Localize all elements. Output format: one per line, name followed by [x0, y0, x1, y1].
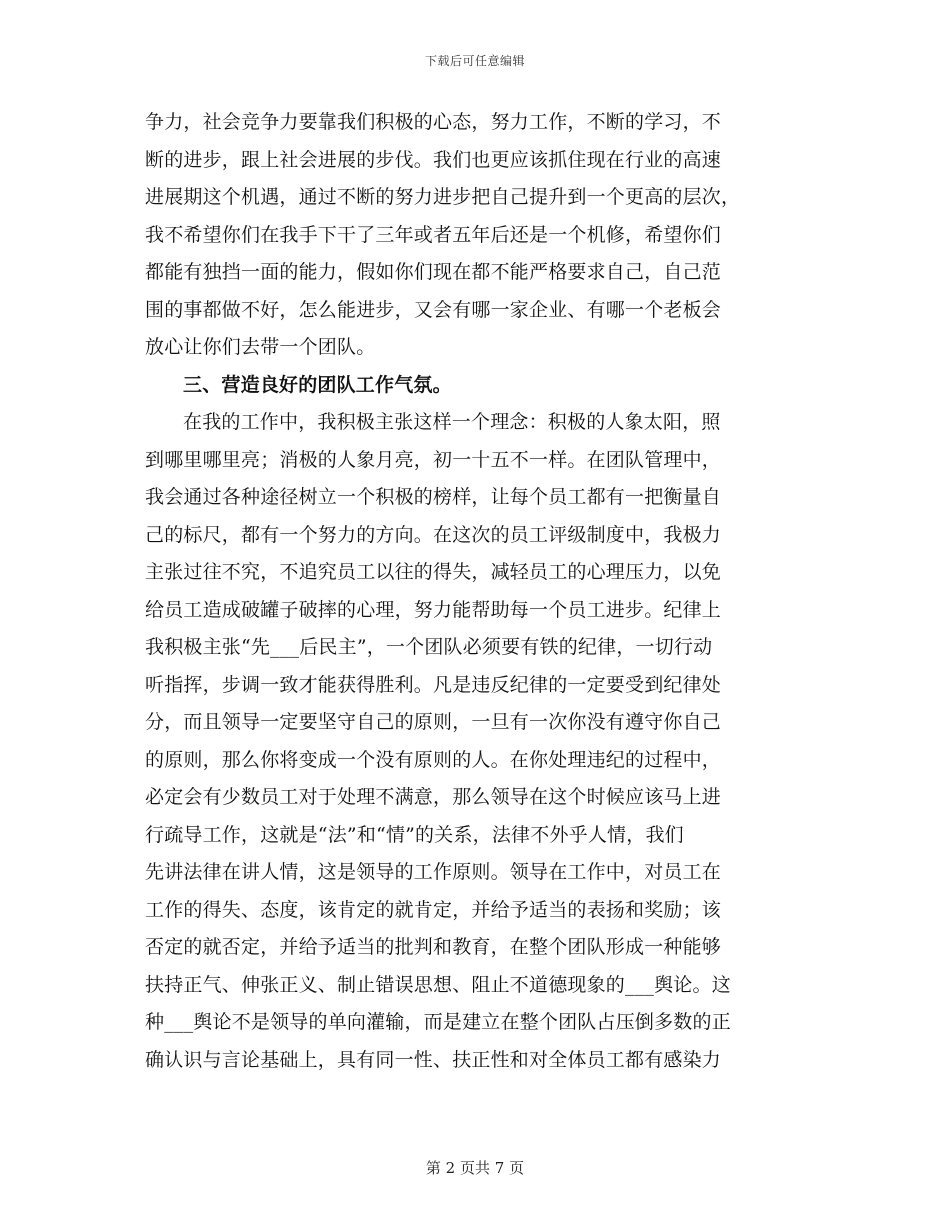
body-line-22: 工作的得失、态度，该肯定的就肯定，并给予适当的表扬和奖励；该 [145, 898, 722, 921]
body-line-17: 分，而且领导一定要坚守自己的原则，一旦有一次你没有遵守你自己 [145, 711, 722, 733]
body-line-14: 给员工造成破罐子破摔的心理，努力能帮助每一个员工进步。纪律上 [145, 598, 722, 621]
body-line-16: 听指挥，步调一致才能获得胜利。凡是违反纪律的一定要受到纪律处 [145, 673, 722, 696]
body-line-5: 都能有独挡一面的能力，假如你们现在都不能严格要求自己，自己范 [145, 261, 722, 283]
page-header: 下载后可任意编辑 [424, 54, 525, 68]
body-line-4: 我不希望你们在我手下干了三年或者五年后还是一个机修，希望你们 [145, 223, 722, 246]
body-line-7: 放心让你们去带一个团队。 [145, 336, 376, 358]
body-line-12: 己的标尺，都有一个努力的方向。在这次的员工评级制度中，我极力 [145, 523, 722, 546]
body-line-18: 的原则，那么你将变成一个没有原则的人。在你处理违纪的过程中， [145, 748, 722, 771]
body-line-2: 断的进步，跟上社会进展的步伐。我们也更应该抓住现在行业的高速 [145, 148, 722, 171]
body-line-23: 否定的就否定，并给予适当的批判和教育，在整个团队形成一种能够 [145, 936, 722, 958]
body-line-6: 围的事都做不好，怎么能进步，又会有哪一家企业、有哪一个老板会 [145, 298, 722, 321]
body-line-11: 我会通过各种途径树立一个积极的榜样，让每个员工都有一把衡量自 [145, 486, 722, 508]
body-line-19: 必定会有少数员工对于处理不满意，那么领导在这个时候应该马上进 [145, 786, 722, 808]
document-body [145, 104, 805, 1079]
body-line-9: 在我的工作中，我积极主张这样一个理念：积极的人象太阳，照 [183, 411, 721, 433]
body-line-1: 争力，社会竞争力要靠我们积极的心态，努力工作，不断的学习，不 [145, 111, 722, 133]
body-line-10: 到哪里哪里亮；消极的人象月亮，初一十五不一样。在团队管理中， [145, 448, 722, 471]
page-footer: 第 2 页共 7 页 [425, 1159, 525, 1177]
section-heading: 三、营造良好的团队工作气氛。 [183, 373, 452, 396]
body-line-15: 我积极主张“先___后民主”，一个团队必须要有铁的纪律，一切行动 [145, 636, 713, 658]
body-line-21: 先讲法律在讲人情，这是领导的工作原则。领导在工作中，对员工在 [145, 861, 722, 883]
body-line-3: 进展期这个机遇，通过不断的努力进步把自己提升到一个更高的层次， [145, 186, 741, 208]
body-line-13: 主张过往不究，不追究员工以往的得失，减轻员工的心理压力，以免 [145, 561, 722, 583]
body-line-26: 确认识与言论基础上，具有同一性、扶正性和对全体员工都有感染力 [145, 1048, 722, 1071]
body-line-20: 行疏导工作，这就是“法”和“情”的关系，法律不外乎人情，我们 [145, 823, 684, 846]
body-line-25: 种___舆论不是领导的单向灌输，而是建立在整个团队占压倒多数的正 [145, 1011, 731, 1033]
body-line-24: 扶持正气、伸张正义、制止错误思想、阻止不道德现象的___舆论。这 [145, 973, 731, 996]
